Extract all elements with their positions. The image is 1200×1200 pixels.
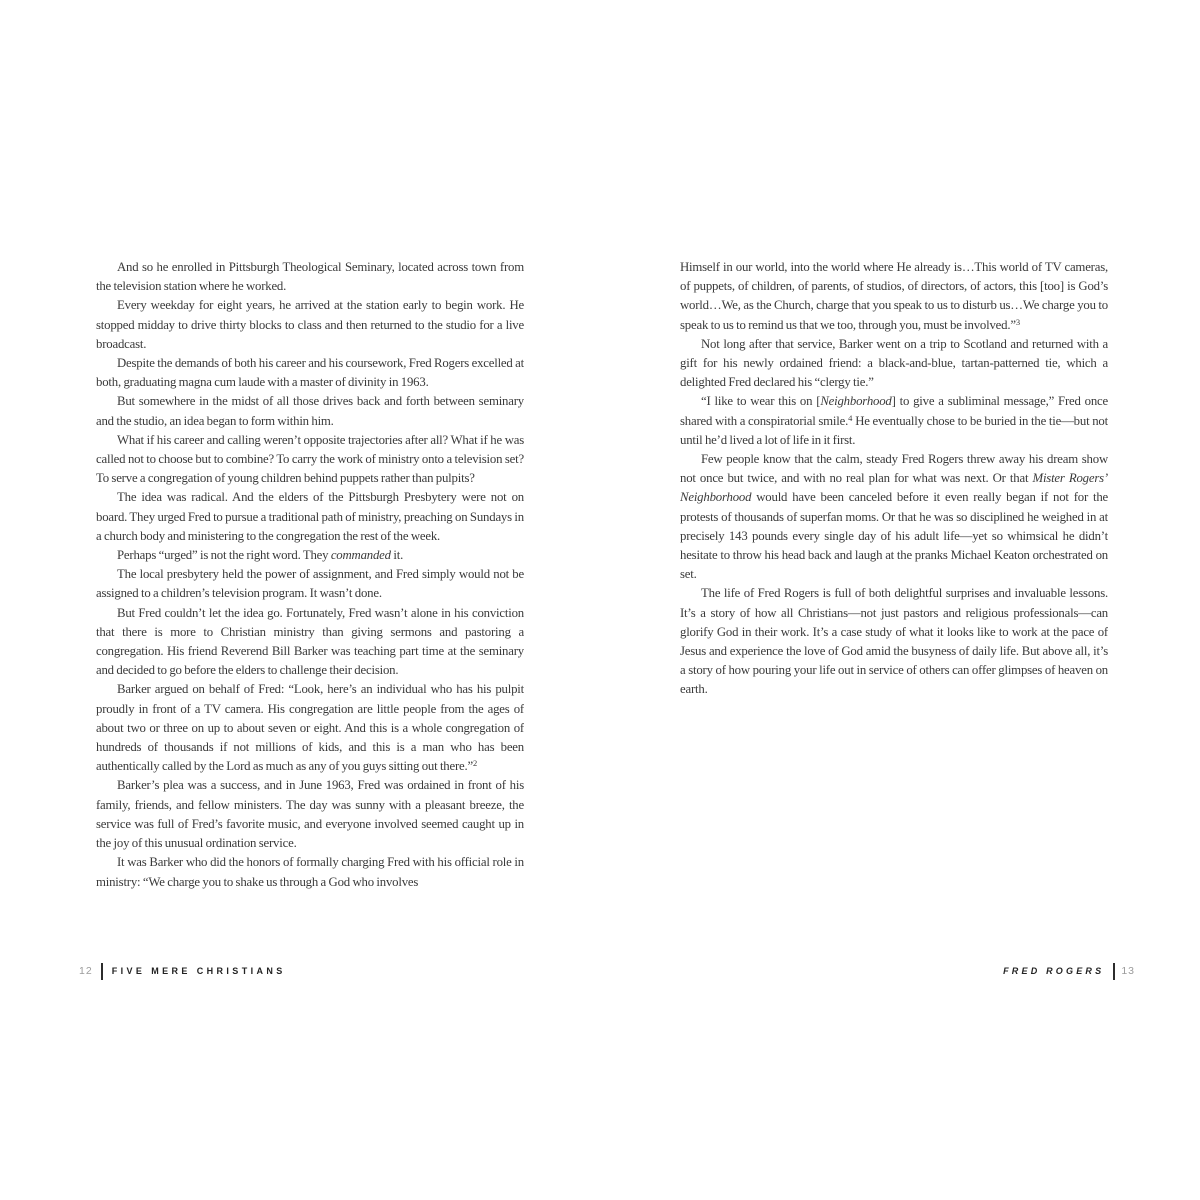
paragraph: But somewhere in the midst of all those drives back and forth between seminary and the studio, an idea began to form within him. bbox=[96, 394, 524, 428]
left-page-number: 12 bbox=[79, 965, 93, 977]
paragraph: The idea was radical. And the elders of the Pittsburgh Presbytery were not on board. They urged Fred to pursue a traditional path of ministry, preaching on Sundays in a church body and ministering to the congregation the rest of the week. bbox=[96, 490, 524, 543]
footer-divider-rule bbox=[1113, 963, 1115, 980]
footnote-reference: 2 bbox=[473, 758, 478, 769]
chapter-title: FRED ROGERS bbox=[1003, 966, 1105, 976]
paragraph: But Fred couldn’t let the idea go. Fortunately, Fred wasn’t alone in his conviction that there is more to Christian ministry than giving sermons and pastoring a congregation. His friend Reverend Bill Barker was teaching part time at the seminary and decided to go before the elders to challenge their decision. bbox=[96, 605, 524, 678]
paragraph: “I like to wear this on [Neighborhood] to give a subliminal message,” Fred once shared with a conspiratorial smile.$^4$ He eventually chose to be buried in the tie—but not until he’d lived a lot of life in it first. bbox=[680, 394, 1108, 447]
left-page-footer bbox=[79, 962, 286, 980]
paragraph: Barker argued on behalf of Fred: “Look, here’s an individual who has his pulpit proudly in front of a TV camera. His congregation are little people from the ages of about two or three on up to about seven or eight. And this is a whole congregation of hundreds of thousands if not millions of kids, and this is a man who has been authentically called by the Lord as much as any of you guys sitting out there.”$^2$ bbox=[96, 682, 524, 774]
book-title: FIVE MERE CHRISTIANS bbox=[111, 966, 286, 976]
italic-text: Mister Rogers’ Neighborhood bbox=[680, 471, 1108, 505]
paragraph: Not long after that service, Barker went on a trip to Scotland and returned with a gift for his newly ordained friend: a black-and-blue, tartan-patterned tie, which a delighted Fred declared his “clergy tie.” bbox=[680, 336, 1108, 390]
paragraph: The life of Fred Rogers is full of both delightful surprises and invaluable lessons. It’s a story of how all Christians—not just pastors and religious professionals—can glorify God in their work. It’s a case study of what it looks like to work at the pace of Jesus and experience the love of God amid the busyness of daily life. But above all, it’s a story of how pouring your life out in service of others can offer glimpses of heaven on earth. bbox=[680, 586, 1108, 697]
footnote-reference: 4 bbox=[848, 412, 853, 423]
paragraph: Every weekday for eight years, he arrived at the station early to begin work. He stopped midday to drive thirty blocks to class and then returned to the studio for a live broadcast. bbox=[96, 298, 524, 351]
right-page-footer bbox=[1003, 962, 1135, 980]
footer-divider-rule bbox=[101, 963, 103, 980]
paragraph: Few people know that the calm, steady Fred Rogers threw away his dream show not once but twice, and with no real plan for what was next. Or that Mister Rogers’ Neighborhood would have been canceled before it even really began if not for the protests of thousands of superfan moms. Or that he was so disciplined he weighed in at precisely 143 pounds every single day of his adult life—yet so whimsical he didn’t hesitate to throw his head back and laugh at the pranks Michael Keaton orchestrated on set. bbox=[680, 452, 1108, 582]
paragraph: Despite the demands of both his career and his coursework, Fred Rogers excelled at both, graduating magna cum laude with a master of divinity in 1963. bbox=[96, 356, 524, 390]
paragraph: Perhaps “urged” is not the right word. They commanded it. bbox=[117, 548, 404, 563]
left-page-text-column bbox=[96, 258, 524, 892]
paragraph: It was Barker who did the honors of formally charging Fred with his official role in ministry: “We charge you to shake us through a God who involves bbox=[96, 855, 524, 889]
paragraph: What if his career and calling weren’t opposite trajectories after all? What if he was called not to choose but to combine? To carry the work of ministry onto a television set? To serve a congregation of young children behind puppets rather than pulpits? bbox=[96, 432, 524, 486]
right-page-number: 13 bbox=[1121, 965, 1135, 977]
paragraph: And so he enrolled in Pittsburgh Theological Seminary, located across town from the television station where he worked. bbox=[96, 260, 524, 294]
right-page-text-column bbox=[680, 258, 1108, 700]
footnote-reference: 3 bbox=[1015, 316, 1021, 327]
paragraph: Barker’s plea was a success, and in June 1963, Fred was ordained in front of his family, friends, and fellow ministers. The day was sunny with a pleasant breeze, the service was full of Fred’s favorite music, and everyone involved seemed caught up in the joy of this unusual ordination service. bbox=[96, 778, 524, 851]
italic-text: commanded bbox=[330, 548, 391, 563]
italic-text: Neighborhood bbox=[820, 394, 892, 409]
paragraph: Himself in our world, into the world where He already is…This world of TV cameras, of puppets, of children, of parents, of studios, of directors, of actors, this [too] is God’s world…We, as the Church, charge that you speak to us to disturb us…We charge you to speak to us to remind us that we too, through you, must be involved.”$^3$ bbox=[680, 260, 1108, 332]
paragraph: The local presbytery held the power of assignment, and Fred simply would not be assigned to a children’s television program. It wasn’t done. bbox=[96, 567, 524, 601]
